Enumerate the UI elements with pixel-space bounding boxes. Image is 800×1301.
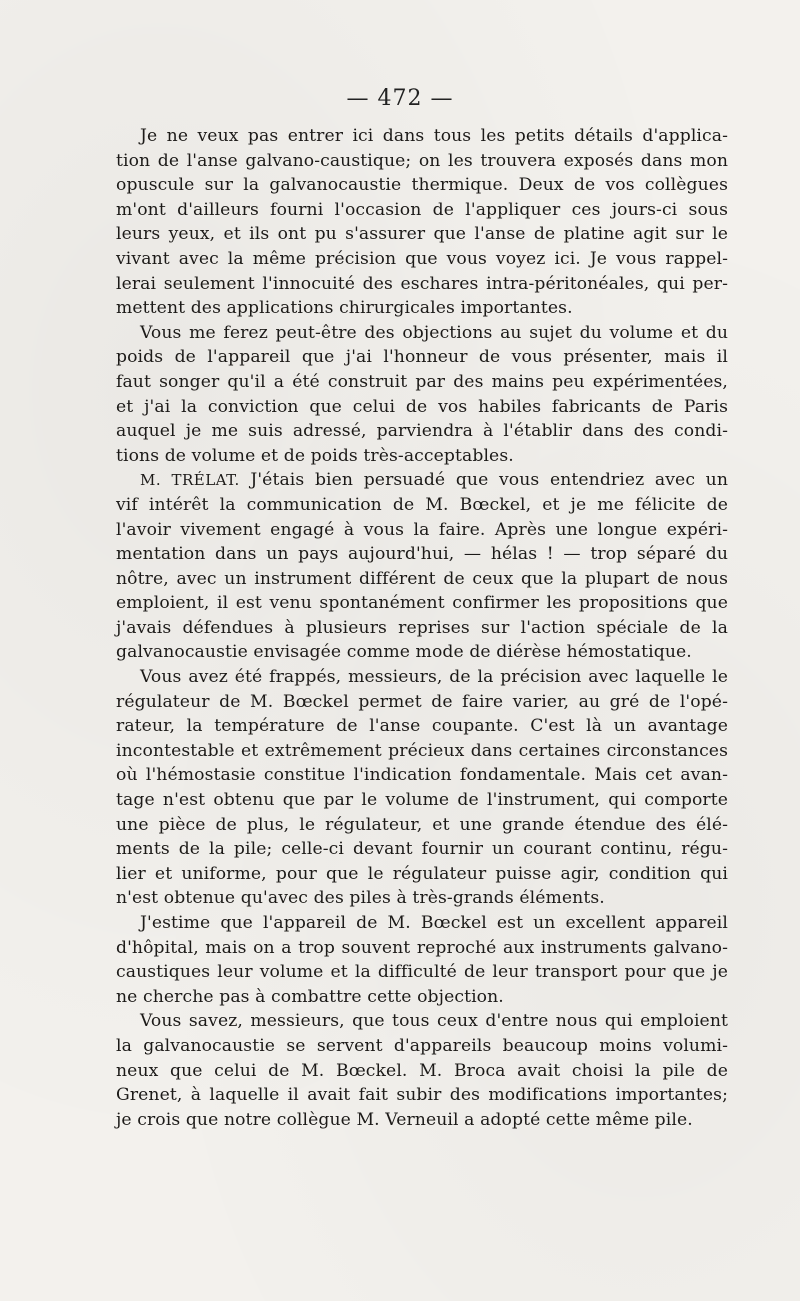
page-number: — 472 — (346, 86, 454, 111)
text-line (116, 886, 728, 911)
line-text: l'avoir vivement engagé à vous la faire. Après une longue expéri- (116, 519, 728, 540)
line-text: m'ont d'ailleurs fourni l'occasion de l'appliquer ces jours-ci sous (116, 199, 728, 220)
text-line (116, 911, 728, 936)
line-text: Vous avez été frappés, messieurs, de la précision avec laquelle le (140, 667, 728, 688)
text-line (116, 862, 728, 887)
line-text: je crois que notre collègue M. Verneuil a adopté cette même pile. (116, 1109, 693, 1130)
line-text: mentation dans un pays aujourd'hui, — hélas ! — trop séparé du (116, 544, 728, 565)
line-text: J'estime que l'appareil de M. Bœckel est un excellent appareil (140, 913, 728, 933)
text-line (116, 640, 728, 665)
line-text: Grenet, à laquelle il avait fait subir des modifications importantes; (116, 1085, 728, 1106)
body-text (116, 124, 728, 1132)
text-line (116, 247, 728, 272)
text-line (116, 813, 728, 838)
text-line (116, 198, 728, 223)
text-line (116, 1059, 728, 1084)
line-text: Je ne veux pas entrer ici dans tous les petits détails d'applica- (140, 126, 728, 146)
text-line (116, 345, 728, 370)
text-line (116, 567, 728, 592)
line-text: auquel je me suis adressé, parviendra à l'établir dans des condi- (116, 421, 728, 442)
text-line (116, 788, 728, 813)
line-text: poids de l'appareil que j'ai l'honneur de vous présenter, mais il (116, 347, 728, 368)
line-text: régulateur de M. Bœckel permet de faire varier, au gré de l'opé- (116, 691, 728, 712)
line-text: j'avais défendues à plusieurs reprises sur l'action spéciale de la (116, 617, 728, 638)
text-line (116, 419, 728, 444)
text-line (116, 837, 728, 862)
line-text: une pièce de plus, le régulateur, et une grande étendue des élé- (116, 814, 728, 835)
text-line (116, 714, 728, 739)
line-text: rateur, la température de l'anse coupante. C'est là un avantage (116, 716, 728, 737)
text-line (116, 936, 728, 961)
line-text: tion de l'anse galvano-caustique; on les trouvera exposés dans mon (116, 150, 728, 171)
text-line (116, 1108, 728, 1133)
line-text: leurs yeux, et ils ont pu s'assurer que l'anse de platine agit sur le (116, 224, 728, 245)
text-line (116, 272, 728, 297)
text-line (116, 739, 728, 764)
line-text: galvanocaustie envisagée comme mode de diérèse hémostatique. (116, 642, 692, 663)
line-text: incontestable et extrêmement précieux dans certaines circonstances (116, 740, 728, 761)
line-text: vif intérêt la communication de M. Bœckel, et je me félicite de (116, 494, 728, 515)
text-line (116, 763, 728, 788)
text-line (116, 1009, 728, 1034)
text-line (116, 960, 728, 985)
text-line (116, 173, 728, 198)
text-line (116, 444, 728, 469)
line-text: opuscule sur la galvanocaustie thermique. Deux de vos collègues (116, 175, 728, 196)
line-text: tage n'est obtenu que par le volume de l'instrument, qui comporte (116, 790, 728, 811)
line-text: la galvanocaustie se servent d'appareils beaucoup moins volumi- (116, 1035, 728, 1056)
line-text: lerai seulement l'innocuité des eschares intra-péritonéales, qui per- (116, 273, 728, 294)
text-line (116, 690, 728, 715)
text-line (116, 665, 728, 690)
text-line (116, 296, 728, 321)
text-line (116, 1083, 728, 1108)
line-text: emploient, il est venu spontanément confirmer les propositions que (116, 593, 728, 614)
text-line (116, 591, 728, 616)
text-line (116, 321, 728, 346)
line-text: Vous savez, messieurs, que tous ceux d'entre nous qui emploient (140, 1011, 728, 1032)
line-text: J'étais bien persuadé que vous entendriez avec un (239, 470, 729, 491)
text-line (116, 395, 728, 420)
speaker-name: M. TRÉLAT. (140, 471, 240, 490)
text-line (116, 222, 728, 247)
text-line (116, 518, 728, 543)
line-text: d'hôpital, mais on a trop souvent reproché aux instruments galvano- (116, 937, 728, 958)
line-text: où l'hémostasie constitue l'indication fondamentale. Mais cet avan- (116, 765, 728, 786)
line-text: nôtre, avec un instrument différent de ceux que la plupart de nous (116, 568, 728, 589)
line-text: et j'ai la conviction que celui de vos habiles fabricants de Paris (116, 396, 728, 417)
text-line (116, 493, 728, 518)
line-text: mettent des applications chirurgicales importantes. (116, 298, 573, 319)
line-text: tions de volume et de poids très-acceptables. (116, 445, 514, 466)
line-text: neux que celui de M. Bœckel. M. Broca avait choisi la pile de (116, 1060, 728, 1081)
line-text: faut songer qu'il a été construit par des mains peu expérimentées, (116, 371, 728, 392)
text-line (116, 542, 728, 567)
line-text: lier et uniforme, pour que le régulateur puisse agir, condition qui (116, 863, 728, 884)
line-text: ments de la pile; celle-ci devant fournir un courant continu, régu- (116, 839, 728, 860)
line-text: ne cherche pas à combattre cette objection. (116, 986, 504, 1007)
text-line (116, 370, 728, 395)
text-line (116, 985, 728, 1010)
line-text: caustiques leur volume et la difficulté de leur transport pour que je (116, 962, 728, 983)
text-line (116, 1034, 728, 1059)
line-text: n'est obtenue qu'avec des piles à très-grands éléments. (116, 888, 605, 909)
text-line (116, 616, 728, 641)
text-line (116, 149, 728, 174)
text-line (116, 468, 728, 493)
line-text: Vous me ferez peut-être des objections au sujet du volume et du (140, 322, 728, 343)
text-line (116, 124, 728, 149)
line-text: vivant avec la même précision que vous voyez ici. Je vous rappel- (116, 248, 728, 269)
